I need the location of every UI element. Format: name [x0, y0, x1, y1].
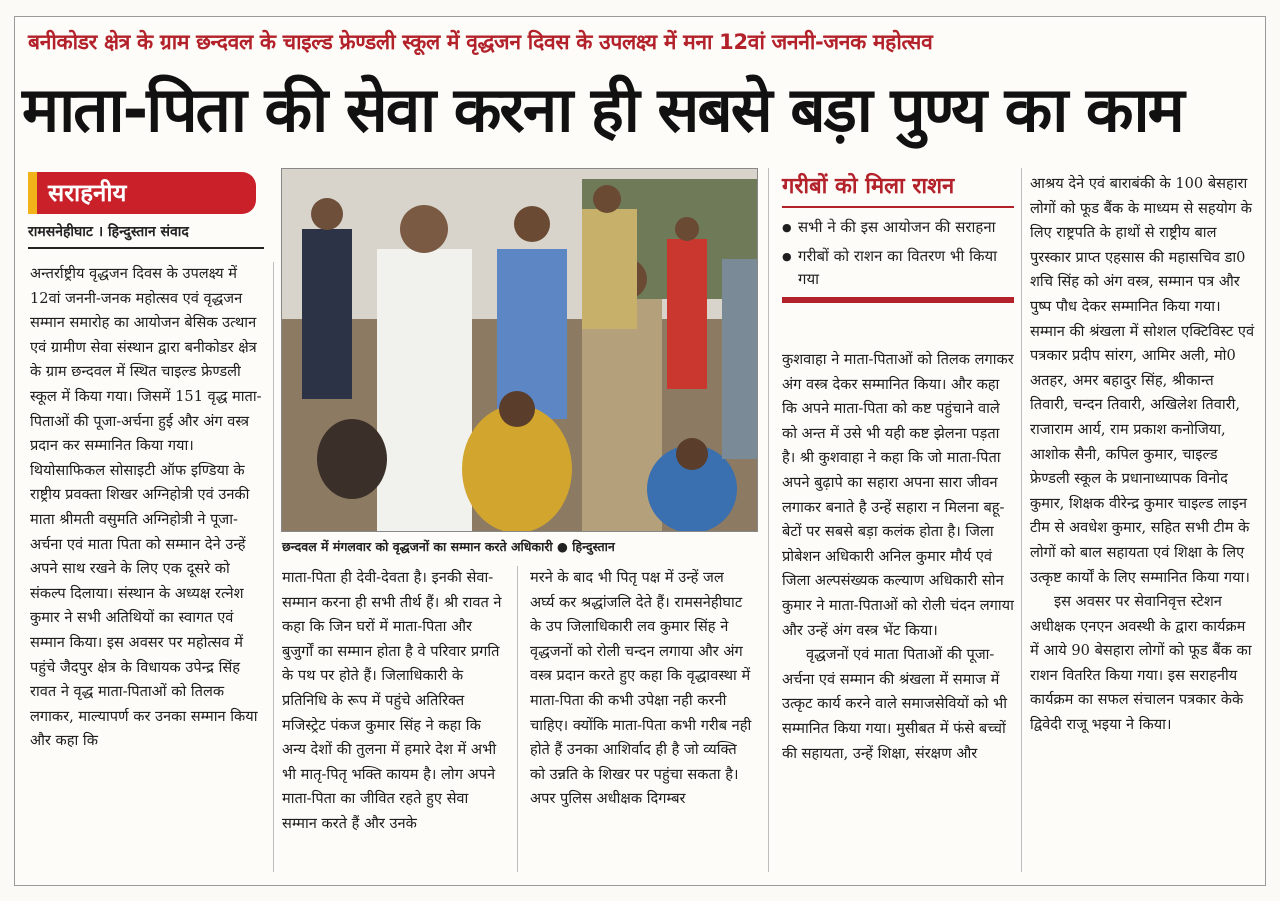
- headline: माता-पिता की सेवा करना ही सबसे बड़ा पुण्य का काम: [22, 73, 1183, 146]
- article-paragraph: कुशवाहा ने माता-पिताओं को तिलक लगाकर अंग वस्त्र देकर सम्मानित किया। और कहा कि अपने माता-पिता को कष्ट पहुंचाने वाले को अन्त में उसे भी यही कष्ट झेलना पड़ता है। श्री कुशवाहा ने कहा कि जो माता-पिता अपने बुढ़ापे का सहारा अपना सारा जीवन लगाकर बनाते है उन्हें सहारा न मिलना बहू-बेटों पर सबसे बड़ा कलंक होता है। जिला प्रोबेशन अधिकारी अनिल कुमार मौर्य एवं जिला अल्पसंख्यक कल्याण अधिकारी सोन कुमार ने माता-पिताओं को रोली चंदन लगाया और उन्हें अंग वस्त्र भेंट किया।: [782, 351, 1014, 639]
- article-paragraph: इस अवसर पर सेवानिवृत्त स्टेशन अधीक्षक एनएन अवस्थी के द्वारा कार्यक्रम में आये 90 बेसहारा लोगों को फूड बैंक का राशन वितरित किया गया। इस सराहनीय कार्यक्रम का सफल संचालन पत्रकार केके द्विवेदी राजू भइया ने किया।: [1030, 593, 1252, 734]
- article-column-3: [530, 566, 752, 812]
- article-paragraph: आश्रय देने एवं बाराबंकी के 100 बेसहारा लोगों को फूड बैंक के माध्यम से सहयोग के लिए राष्ट्रपति के हाथों से राष्ट्रीय बाल पुरस्कार प्राप्त एहसास की महासचिव डा0 शचि सिंह को अंग वस्त्र, सम्मान पत्र और पुष्प पौध देकर सम्मानित किया गया। सम्मान की श्रंखला में सोशल एक्टिविस्ट एवं पत्रकार प्रदीप सांरग, आमिर अली, मो0 अतहर, अमर बहादुर सिंह, श्रीकान्त तिवारी, चन्दन तिवारी, अखिलेश तिवारी, राजाराम आर्य, राम प्रकाश कनोजिया, आशोक सैनी, कपिल कुमार, चाइल्ड फ्रेण्डली स्कूल के प्रधानाध्यापक विनोद कुमार, शिक्षक वीरेन्द्र कुमार चाइल्ड लाइन टीम से अवधेश कुमार, सहित सभी टीम के लोगों को बाल सहायता एवं शिक्षा के लिए उत्कृष्ट कार्यों के लिए सम्मानित किया गया।: [1030, 175, 1255, 586]
- section-tag-accent: [28, 172, 37, 214]
- column-rule: [273, 262, 274, 872]
- sidebar-bottom-bar: [782, 297, 1014, 303]
- sidebar-bullet: ● गरीबों को राशन का वितरण भी किया गया: [782, 245, 1014, 291]
- photo-caption: छन्दवल में मंगलवार को वृद्धजनों का सम्मान करते अधिकारी ● हिन्दुस्तान: [282, 539, 615, 554]
- article-column-5: [1030, 172, 1256, 738]
- news-photo: [281, 168, 758, 532]
- article-paragraph: माता-पिता ही देवी-देवता है। इनकी सेवा-सम्मान करना ही सभी तीर्थ हैं। श्री रावत ने कहा कि जिन घरों में माता-पिता और बुजुर्गों का सम्मान होता है वे परिवार प्रगति के पथ पर होते हैं। जिलाधिकारी के प्रतिनिधि के रूप में पहुंचे अतिरिक्त मजिस्ट्रेट पंकज कुमार सिंह ने कहा कि अन्य देशों की तुलना में हमारे देश में अभी भी मातृ-पितृ भक्ति कायम है। लोग अपने माता-पिता का जीवित रहते हुए सेवा सम्मान करते हैं और उनके: [282, 569, 502, 832]
- column-rule: [1021, 168, 1022, 872]
- article-paragraph: मरने के बाद भी पितृ पक्ष में उन्हें जल अर्घ्य कर श्रद्धांजलि देते हैं। रामसनेहीघाट के उप जिलाधिकारी लव कुमार सिंह ने वृद्धजनों को रोली चन्दन लगाया और अंग वस्त्र प्रदान करते हुए कहा कि वृद्धावस्था में माता-पिता की कभी उपेक्षा नही करनी चाहिए। क्योंकि माता-पिता कभी गरीब नही होते हैं उनका आशिर्वाद ही है जो व्यक्ति को उन्नति के शिखर पर पहुंचा सकता है। अपर पुलिस अधीक्षक दिगम्बर: [530, 569, 752, 808]
- byline: रामसनेहीघाट । हिन्दुस्तान संवाद: [28, 222, 264, 249]
- subheadline: बनीकोडर क्षेत्र के ग्राम छन्दवल के चाइल्ड फ्रेण्डली स्कूल में वृद्धजन दिवस के उपलक्ष्य में मना 12वां जननी-जनक महोत्सव: [28, 30, 933, 54]
- section-tag: सराहनीय: [48, 179, 127, 207]
- article-column-2: [282, 566, 504, 837]
- column-rule: [768, 168, 769, 872]
- article-paragraph: अन्तर्राष्ट्रीय वृद्धजन दिवस के उपलक्ष्य में 12वां जननी-जनक महोत्सव एवं वृद्धजन सम्मान समारोह का आयोजन बेसिक उत्थान एवं ग्रामीण सेवा संस्थान द्वारा बनीकोडर क्षेत्र के ग्राम छन्दवल में स्थित चाइल्ड फ्रेण्डली स्कूल में किया गया। जिसमें 151 वृद्ध माता-पिताओं की पूजा-अर्चना हुई और अंग वस्त्र प्रदान कर सम्मानित किया गया। थियोसाफिकल सोसाइटी ऑफ इण्डिया के राष्ट्रीय प्रवक्ता शिखर अग्निहोत्री एवं उनकी माता श्रीमती वसुमति अग्निहोत्री ने पूजा-अर्चना एवं माता पिता को सम्मान देने उन्हें अपने साथ रखने के लिए एक दूसरे को संकल्प दिलाया। संस्थान के अध्यक्ष रत्नेश कुमार ने सभी अतिथियों का स्वागत एवं सम्मान किया। इस अवसर पर महोत्सव में पहुंचे जैदपुर क्षेत्र के विधायक उपेन्द्र सिंह रावत ने वृद्ध माता-पिताओं को तिलक लगाकर, माल्यापर्ण कर उनका सम्मान किया और कहा कि: [30, 265, 262, 750]
- sidebar-title: गरीबों को मिला राशन: [782, 174, 955, 199]
- sidebar-bullet: ● सभी ने की इस आयोजन की सराहना: [782, 216, 1014, 239]
- crowd-photo-illustration: [282, 169, 758, 532]
- article-paragraph: वृद्धजनों एवं माता पिताओं की पूजा-अर्चना एवं सम्मान की श्रंखला में समाज में उत्कृट कार्य करने वाले समाजसेवियों को भी सम्मानित किया गया। मुसीबत में फंसे बच्चों की सहायता, उन्हें शिक्षा, संरक्षण और: [782, 646, 1008, 762]
- sidebar-box: [782, 170, 1014, 303]
- article-column-4: [782, 348, 1014, 766]
- column-rule: [517, 566, 518, 872]
- article-column-1: [30, 262, 265, 754]
- sidebar-divider: [782, 206, 1014, 208]
